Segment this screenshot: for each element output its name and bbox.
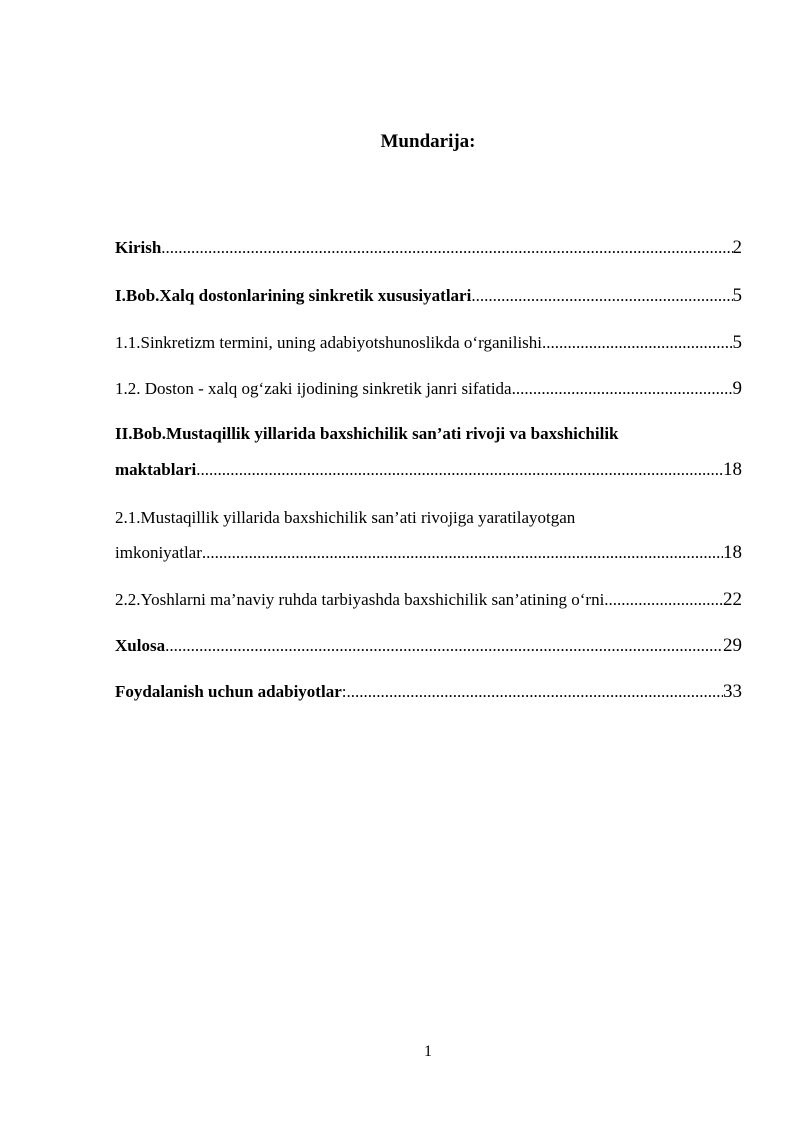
toc-entry-label: maktablari (115, 460, 197, 479)
toc-entry-section-1-1[interactable] (115, 331, 742, 355)
toc-entry-section-2-2[interactable] (115, 588, 742, 612)
toc-dot-leader (604, 588, 723, 612)
toc-dot-leader (196, 458, 723, 482)
toc-entry-label: imkoniyatlar (115, 543, 202, 562)
toc-page-number: 9 (732, 378, 742, 399)
toc-dot-leader (512, 377, 733, 401)
toc-entry-section-2-1[interactable] (115, 541, 742, 565)
toc-dot-leader (346, 680, 723, 704)
toc-entry-label: 1.2. Doston - xalq ogʻzaki ijodining sinkretik janri sifatida (115, 379, 512, 398)
page-footer-number: 1 (424, 1043, 432, 1060)
toc-page-number: 5 (732, 285, 742, 306)
toc-dot-leader (471, 284, 732, 308)
toc-page-number: 33 (723, 681, 742, 702)
toc-entry-label: Foydalanish uchun adabiyotlar: (115, 682, 347, 701)
toc-entry-label: 2.2.Yoshlarni ma’naviy ruhda tarbiyashda baxshichilik san’atining oʻrni (115, 590, 605, 609)
toc-page-number: 29 (723, 635, 742, 656)
toc-entry-label: Kirish (115, 238, 162, 257)
toc-entry-label-text: Foydalanish uchun adabiyotlar (115, 682, 342, 701)
toc-page-number: 2 (732, 237, 742, 258)
toc-page-number: 18 (723, 542, 742, 563)
page-title: Mundarija: (380, 131, 476, 152)
toc-page-number: 5 (732, 332, 742, 353)
toc-entry-adabiyotlar[interactable] (115, 680, 742, 704)
toc-entry-section-1-2[interactable] (115, 377, 742, 401)
toc-entry-xulosa[interactable] (115, 634, 742, 658)
toc-entry-chapter-2-line1[interactable]: II.Bob.Mustaqillik yillarida baxshichilik san’ati rivoji va baxshichilik (115, 424, 619, 443)
toc-entry-kirish[interactable] (115, 236, 742, 260)
toc-entry-label: 1.1.Sinkretizm termini, uning adabiyotshunoslikda oʻrganilishi (115, 333, 543, 352)
toc-entry-chapter-2[interactable] (115, 458, 742, 482)
toc-entry-label: Xulosa (115, 636, 166, 655)
toc-dot-leader (202, 541, 723, 565)
toc-dot-leader (542, 331, 732, 355)
toc-entry-chapter-1[interactable] (115, 284, 742, 308)
toc-dot-leader (165, 634, 723, 658)
toc-page-number: 22 (723, 589, 742, 610)
toc-dot-leader (161, 236, 732, 260)
toc-entry-section-2-1-line1[interactable]: 2.1.Mustaqillik yillarida baxshichilik san’ati rivojiga yaratilayotgan (115, 508, 576, 527)
toc-entry-label: I.Bob.Xalq dostonlarining sinkretik xususiyatlari (115, 286, 472, 305)
toc-page-number: 18 (723, 459, 742, 480)
